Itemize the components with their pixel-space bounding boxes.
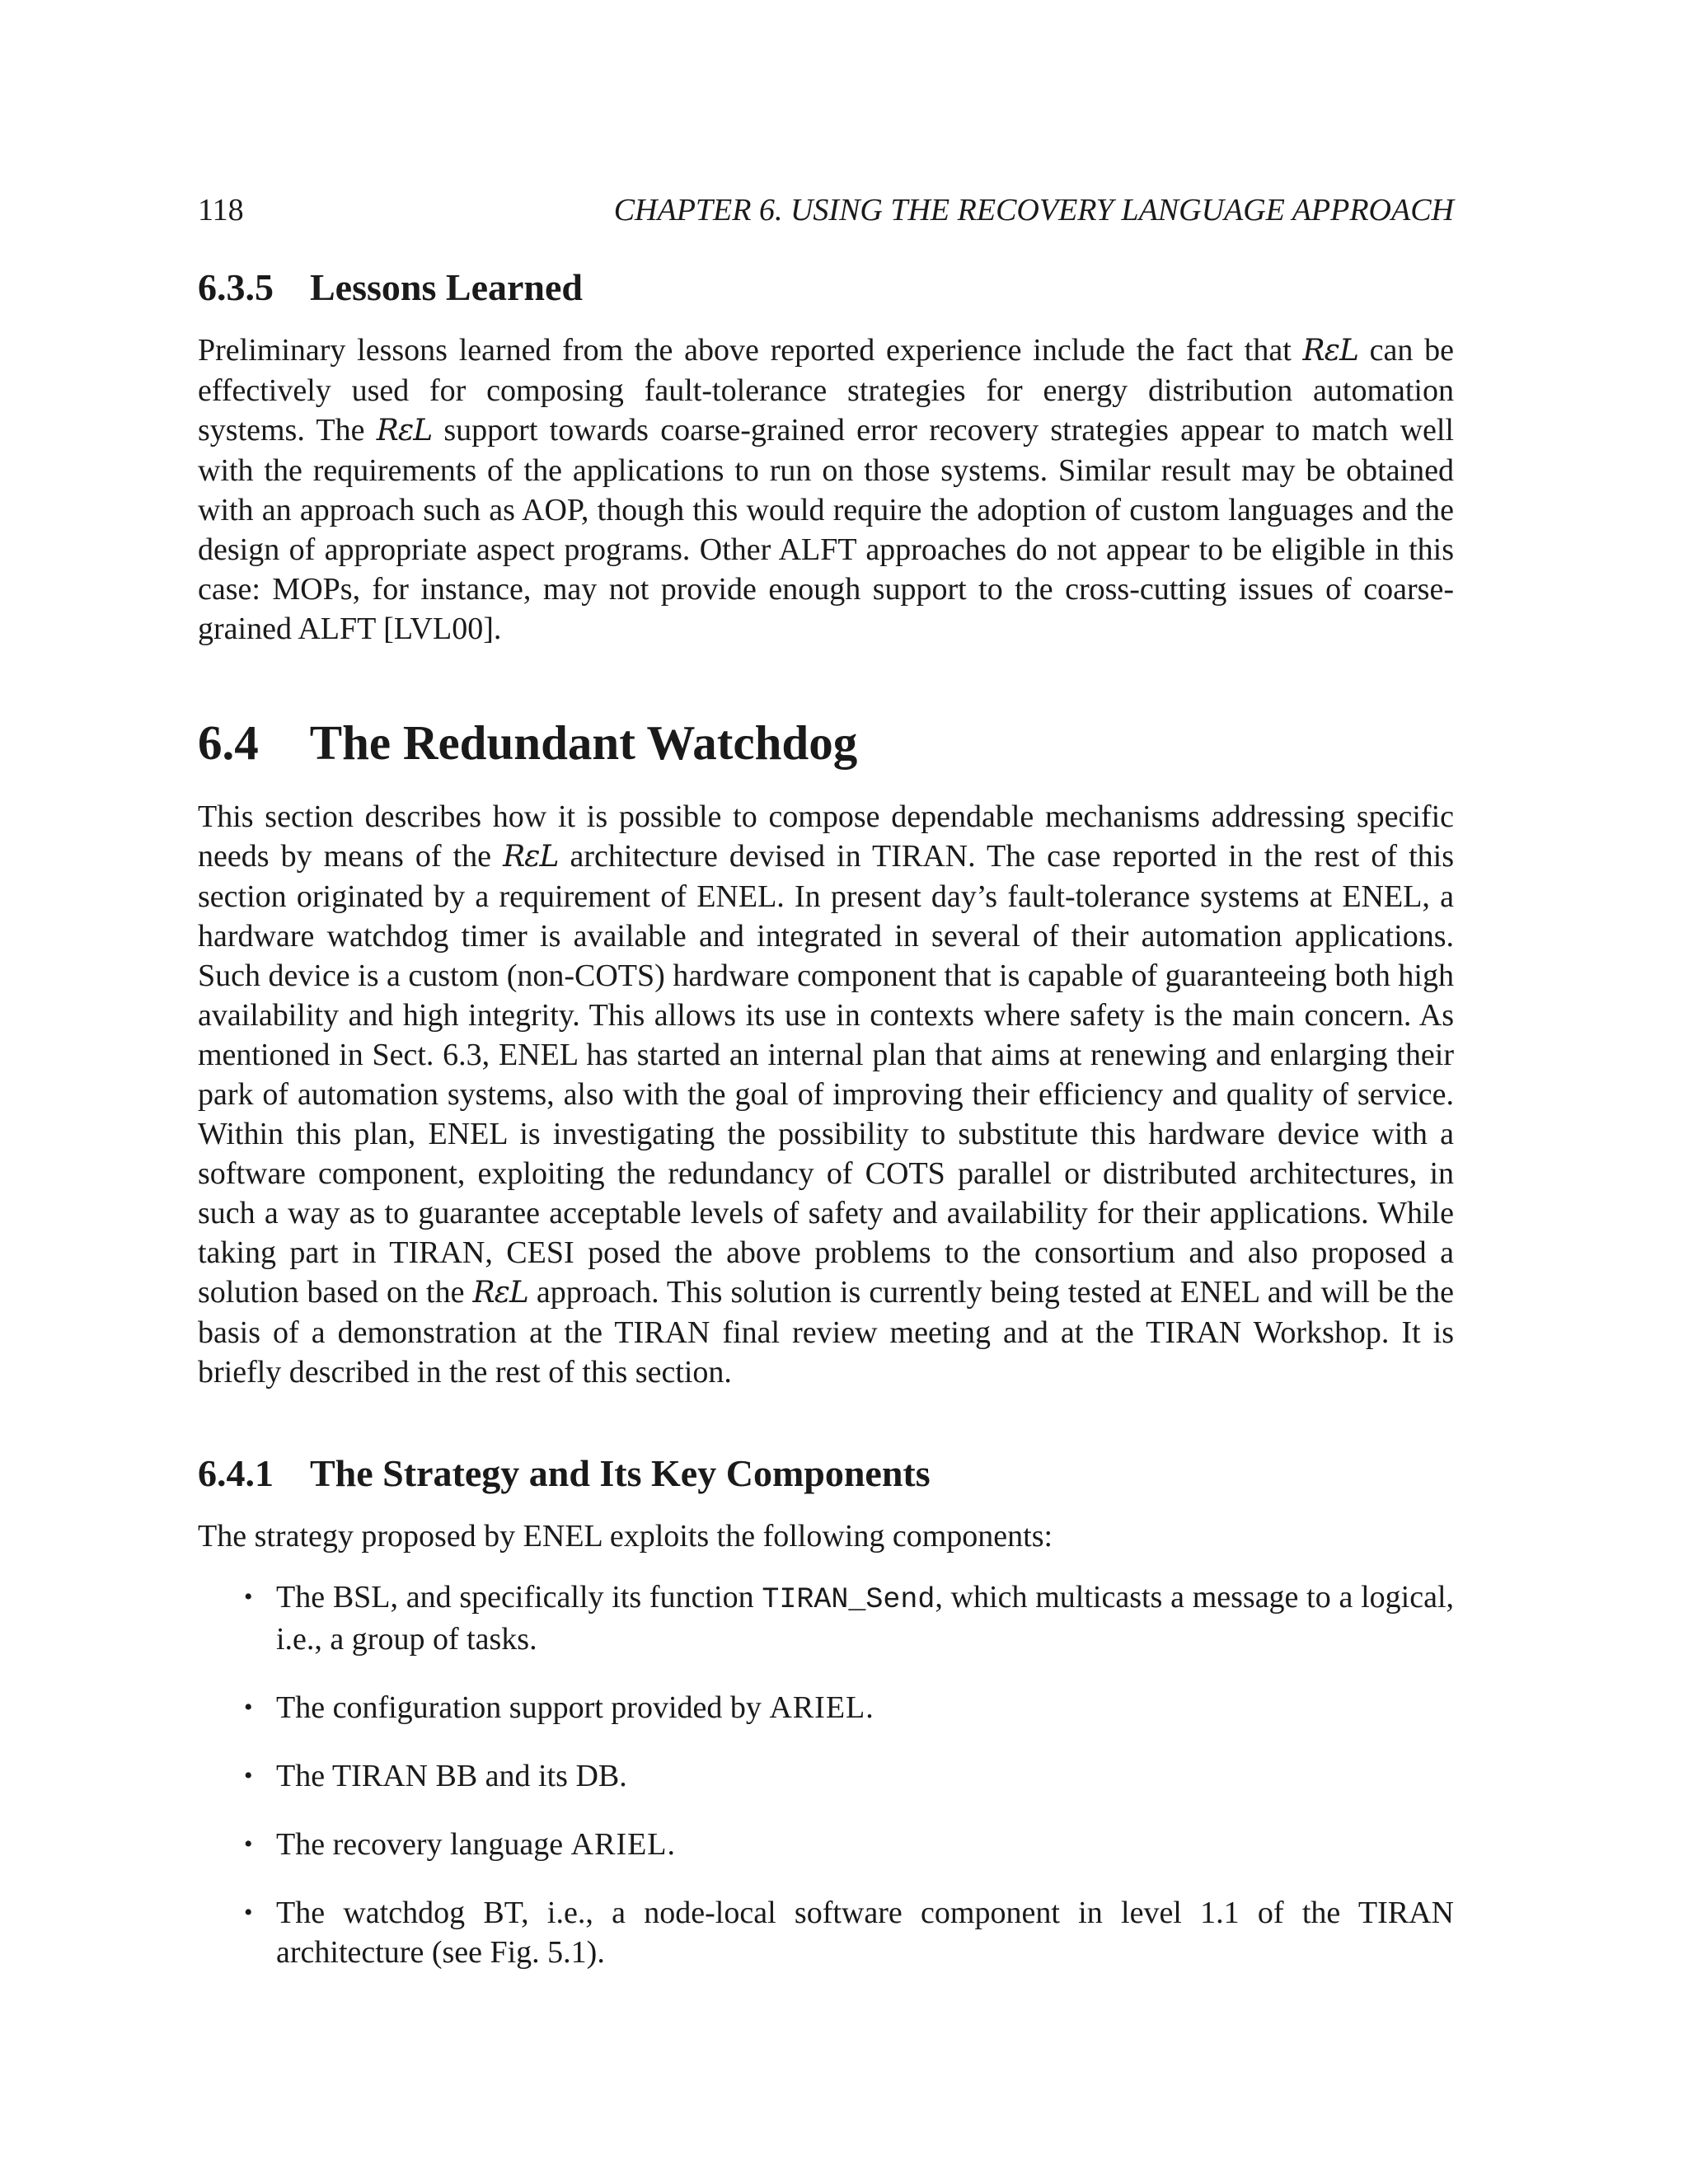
bullet-icon: • (244, 1694, 253, 1722)
list-item: • The TIRAN BB and its DB. (198, 1756, 1454, 1796)
section-number: 6.3.5 (198, 266, 274, 308)
rel-symbol: RεL (503, 840, 559, 874)
paragraph-redundant-watchdog: This section describes how it is possible to compose dependable mechanisms addressing specific needs by means of the RεL architecture devised in TIRAN. The case reported in the rest of this section originated by a requirement of ENEL. In present day’s fault-tolerance systems at ENEL, a hardware watchdog timer is available and integrated in several of their automation applications. Such device is a custom (non-COTS) hardware component that is capable of guaranteeing both high availability and high integrity. This allows its use in contexts where safety is the main concern. As mentioned in Sect. 6.3, ENEL has started an internal plan that aims at renewing and enlarging their park of automation systems, also with the goal of improving their efficiency and quality of service. Within this plan, ENEL is investigating the possibility to substitute this hardware device with a software component, exploiting the redundancy of COTS parallel or distributed architectures, in such a way as to guarantee acceptable levels of safety and availability for their applications. While taking part in TIRAN, CESI posed the above problems to the consortium and also proposed a solution based on the RεL approach. This solution is currently being tested at ENEL and will be the basis of a demonstration at the TIRAN final review meeting and at the TIRAN Workshop. It is briefly described in the rest of this section. (198, 799, 1455, 1390)
section-title: The Strategy and Its Key Components (310, 1452, 931, 1495)
list-item: • The BSL, and specifically its function TIRAN_Send, which multicasts a message to a logical, i.e., a group of tasks. (198, 1577, 1454, 1659)
section-title: The Redundant Watchdog (309, 715, 858, 770)
bullet-icon: • (244, 1583, 253, 1611)
section-heading-6-3-5 (198, 267, 1454, 309)
ariel-name: ARIEL (769, 1690, 866, 1726)
page-number: 118 (198, 193, 244, 227)
ariel-name: ARIEL (570, 1827, 668, 1863)
section-heading-6-4 (198, 716, 1454, 770)
list-item: • The recovery language ARIEL. (198, 1825, 1454, 1864)
section-title: Lessons Learned (310, 266, 583, 308)
list-item: • The watchdog BT, i.e., a node-local software component in level 1.1 of the TIRAN architecture (see Fig. 5.1). (198, 1893, 1454, 1972)
bullet-icon: • (244, 1762, 253, 1790)
page-content (198, 194, 1454, 2001)
rel-symbol: RεL (376, 413, 433, 448)
chapter-title: CHAPTER 6. USING THE RECOVERY LANGUAGE APPROACH (613, 193, 1454, 227)
list-item: • The configuration support provided by ARIEL. (198, 1688, 1454, 1727)
components-list (198, 1577, 1454, 1972)
bullet-icon: • (244, 1899, 253, 1927)
section-number: 6.4 (198, 715, 259, 770)
rel-symbol: RεL (472, 1276, 528, 1310)
bullet-icon: • (244, 1830, 253, 1858)
running-header (198, 194, 1454, 226)
paragraph-lessons-learned: Preliminary lessons learned from the above reported experience include the fact that RεL can be effectively used for composing fault-tolerance strategies for energy distribution automation systems. The RεL support towards coarse-grained error recovery strategies appear to match well with the requirements of the applications to run on those systems. Similar result may be obtained with an approach such as AOP, though this would require the adoption of custom languages and the design of appropriate aspect programs. Other ALFT approaches do not appear to be eligible in this case: MOPs, for instance, may not provide enough support to the cross-cutting issues of coarse-grained ALFT [LVL00]. (198, 332, 1455, 646)
code-tiran-send: TIRAN_Send (762, 1583, 935, 1617)
paragraph-strategy-intro: The strategy proposed by ENEL exploits the following components: (198, 1519, 1053, 1554)
section-number: 6.4.1 (198, 1452, 274, 1495)
rel-symbol: RεL (1302, 333, 1358, 368)
section-heading-6-4-1 (198, 1453, 1454, 1495)
